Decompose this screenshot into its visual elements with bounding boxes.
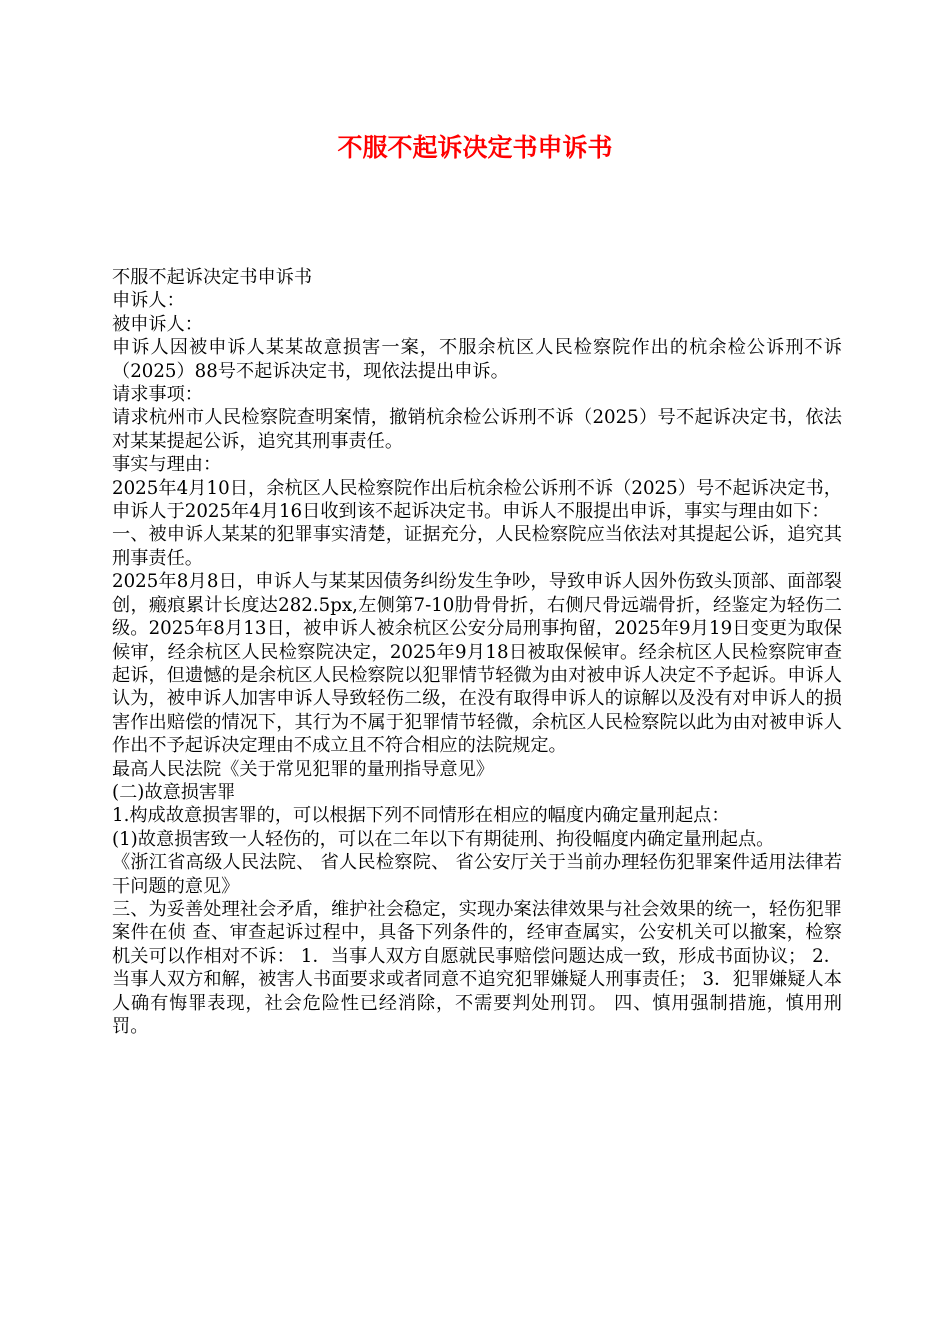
document-body (112, 266, 842, 1038)
body-heading: 不服不起诉决定书申诉书 (112, 267, 313, 288)
provincial-opinion-heading: 《浙江省高级人民法院、 省人民检察院、 省公安厅关于当前办理轻伤犯罪案件适用法律若干问题的意见》 (112, 852, 842, 897)
appellant-line: 申诉人： (112, 290, 185, 312)
request-paragraph: 请求杭州市人民检察院查明案情，撤销杭余检公诉刑不诉（2025）号不起诉决定书，依法对某某提起公诉，追究其刑事责任。 (112, 407, 842, 452)
provincial-opinion-paragraph: 三、为妥善处理社会矛盾，维护社会稳定，实现办案法律效果与社会效果的统一，轻伤犯罪案件在侦 查、审查起诉过程中，具备下列条件的，经审查属实，公安机关可以撤案，检察机关可以作相对不诉： 1．当事人双方自愿就民事赔偿问题达成一致，形成书面协议； 2．当事人双方和解，被害人书面要求或者同意不追究犯罪嫌疑人刑事责任； 3．犯罪嫌疑人本人确有悔罪表现，社会危险性已经消除，不需要判处刑罚。 四、慎用强制措施，慎用刑罚。 (112, 898, 842, 1037)
facts-intro-paragraph: 2025年4月10日，余杭区人民检察院作出后杭余检公诉刑不诉（2025）号不起诉决定书，申诉人于2025年4月16日收到该不起诉决定书。申诉人不服提出申诉，事实与理由如下： (112, 477, 842, 523)
request-heading: 请求事项： (112, 384, 203, 406)
law-clause-1: 1.构成故意损害罪的，可以根据下列不同情形在相应的幅度内确定量刑起点： (112, 805, 730, 827)
law-clause-1-1: (1)故意损害致一人轻伤的，可以在二年以下有期徒刑、拘役幅度内确定量刑起点。 (112, 828, 775, 850)
case-intro-paragraph: 申诉人因被申诉人某某故意损害一案，不服余杭区人民检察院作出的杭余检公诉刑不诉（2025）88号不起诉决定书，现依法提出申诉。 (112, 337, 842, 382)
incident-paragraph: 2025年8月8日，申诉人与某某因债务纠纷发生争吵，导致申诉人因外伤致头顶部、面部裂创，瘢痕累计长度达282.5px,左侧第7-10肋骨骨折，右侧尺骨远端骨折，经鉴定为轻伤二级。2025年8月13日，被申诉人被余杭区公安分局刑事拘留，2025年9月19日变更为取保候审，经余杭区人民检察院决定，2025年9月18日被取保候审。经余杭区人民检察院审查起诉，但遗憾的是余杭区人民检察院以犯罪情节轻微为由对被申诉人决定不予起诉。申诉人认为，被申诉人加害申诉人导致轻伤二级，在没有取得申诉人的谅解以及没有对申诉人的损害作出赔偿的情况下，其行为不属于犯罪情节轻微，余杭区人民检察院以此为由对被申诉人作出不予起诉决定理由不成立且不符合相应的法院规定。 (112, 571, 842, 757)
point-one-paragraph: 一、被申诉人某某的犯罪事实清楚，证据充分，人民检察院应当依法对其提起公诉，追究其刑事责任。 (112, 524, 842, 569)
law-section-heading: (二)故意损害罪 (112, 781, 236, 803)
facts-heading: 事实与理由： (112, 454, 222, 476)
respondent-line: 被申诉人： (112, 313, 203, 335)
document-title: 不服不起诉决定书申诉书 (337, 133, 613, 162)
law-citation-heading: 最高人民法院《关于常见犯罪的量刑指导意见》 (112, 758, 494, 780)
